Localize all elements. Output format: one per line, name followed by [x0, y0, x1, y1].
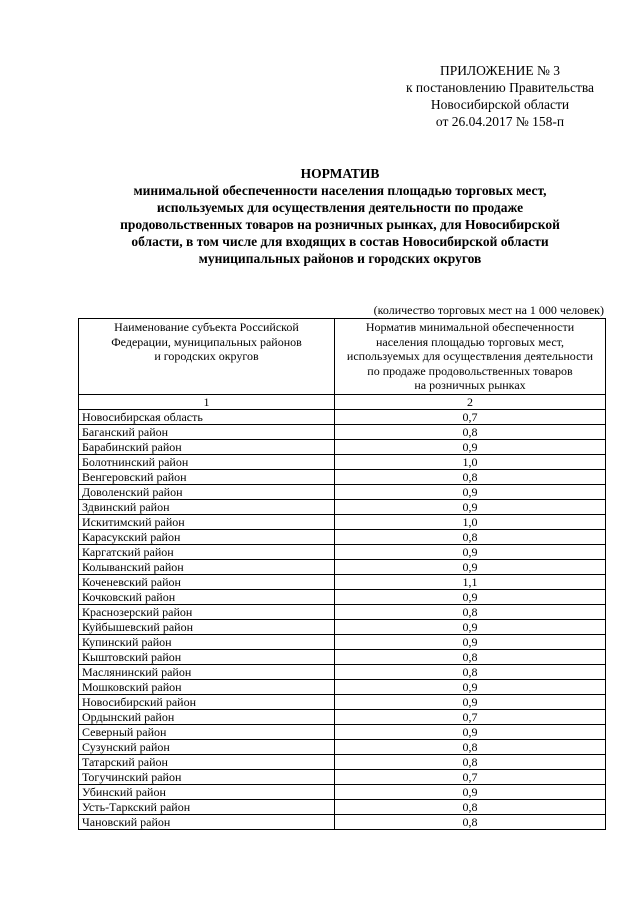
table-row — [79, 574, 606, 589]
district-name: Кыштовский район — [79, 649, 335, 664]
table-row — [79, 679, 606, 694]
district-name: Колыванский район — [79, 559, 335, 574]
norm-value: 0,8 — [335, 649, 606, 664]
district-name: Венгеровский район — [79, 469, 335, 484]
district-name: Искитимский район — [79, 514, 335, 529]
table-row — [79, 484, 606, 499]
table-row — [79, 664, 606, 679]
norm-value: 0,8 — [335, 529, 606, 544]
norm-value: 0,7 — [335, 709, 606, 724]
district-name: Краснозерский район — [79, 604, 335, 619]
district-name: Барабинский район — [79, 439, 335, 454]
column-number-row — [79, 394, 606, 409]
table-row — [79, 409, 606, 424]
district-name: Доволенский район — [79, 484, 335, 499]
district-name: Убинский район — [79, 784, 335, 799]
district-name: Маслянинский район — [79, 664, 335, 679]
table-row — [79, 739, 606, 754]
title-line: минимальной обеспеченности населения площадью торговых мест, — [133, 183, 547, 198]
appendix-header — [380, 62, 620, 130]
district-name: Здвинский район — [79, 499, 335, 514]
table-row — [79, 709, 606, 724]
table-row — [79, 799, 606, 814]
norm-value: 0,9 — [335, 634, 606, 649]
norms-table — [78, 318, 606, 830]
table-row — [79, 754, 606, 769]
district-name: Каргатский район — [79, 544, 335, 559]
norm-value: 1,0 — [335, 454, 606, 469]
district-name: Татарский район — [79, 754, 335, 769]
header-col-norm — [335, 319, 606, 395]
norm-value: 0,9 — [335, 499, 606, 514]
norm-value: 0,9 — [335, 439, 606, 454]
table-row — [79, 769, 606, 784]
district-name: Новосибирская область — [79, 409, 335, 424]
district-name: Купинский район — [79, 634, 335, 649]
header-line: и городских округов — [154, 349, 259, 363]
norm-value: 1,1 — [335, 574, 606, 589]
table-row — [79, 559, 606, 574]
district-name: Карасукский район — [79, 529, 335, 544]
district-name: Северный район — [79, 724, 335, 739]
appendix-title: ПРИЛОЖЕНИЕ № 3 — [439, 63, 561, 78]
norm-value: 0,8 — [335, 739, 606, 754]
table-row — [79, 589, 606, 604]
district-name: Усть-Таркский район — [79, 799, 335, 814]
header-line: Федерации, муниципальных районов — [111, 334, 302, 349]
table-row — [79, 454, 606, 469]
appendix-ref-line: Новосибирской области — [430, 97, 570, 112]
district-name: Болотнинский район — [79, 454, 335, 469]
table-row — [79, 694, 606, 709]
norm-value: 0,8 — [335, 424, 606, 439]
table-row — [79, 784, 606, 799]
district-name: Тогучинский район — [79, 769, 335, 784]
district-name: Новосибирский район — [79, 694, 335, 709]
unit-note: (количество торговых мест на 1 000 человек) — [373, 303, 604, 317]
column-number: 2 — [335, 394, 606, 409]
header-line: населения площадью торговых мест, — [375, 334, 565, 349]
norm-value: 0,9 — [335, 784, 606, 799]
norm-value: 0,9 — [335, 679, 606, 694]
table-row — [79, 814, 606, 829]
norm-value: 0,8 — [335, 754, 606, 769]
norm-value: 0,9 — [335, 724, 606, 739]
table-row — [79, 544, 606, 559]
norm-value: 0,8 — [335, 469, 606, 484]
norm-value: 0,9 — [335, 559, 606, 574]
table-body — [79, 409, 606, 829]
norm-value: 0,9 — [335, 484, 606, 499]
header-line: Норматив минимальной обеспеченности — [365, 320, 575, 334]
table-row — [79, 499, 606, 514]
header-line: Наименование субъекта Российской — [114, 320, 299, 334]
table-row — [79, 619, 606, 634]
title-heading: НОРМАТИВ — [300, 166, 380, 181]
table-row — [79, 604, 606, 619]
header-col-name — [79, 319, 335, 395]
appendix-date-number: от 26.04.2017 № 158-п — [435, 114, 565, 129]
title-line: муниципальных районов и городских округов — [198, 251, 482, 266]
table-row — [79, 649, 606, 664]
table-row — [79, 469, 606, 484]
title-line: области, в том числе для входящих в состав Новосибирской области — [131, 234, 549, 249]
norm-value: 0,8 — [335, 814, 606, 829]
title-line: продовольственных товаров на розничных рынках, для Новосибирской — [120, 217, 560, 232]
header-line: на розничных рынках — [414, 378, 526, 392]
title-line: используемых для осуществления деятельности по продаже — [156, 200, 524, 215]
column-number: 1 — [79, 394, 335, 409]
table-row — [79, 424, 606, 439]
norm-value: 0,9 — [335, 589, 606, 604]
table-row — [79, 514, 606, 529]
table-row — [79, 529, 606, 544]
district-name: Куйбышевский район — [79, 619, 335, 634]
district-name: Сузунский район — [79, 739, 335, 754]
norm-value: 0,8 — [335, 664, 606, 679]
norm-value: 0,9 — [335, 694, 606, 709]
header-line: используемых для осуществления деятельности — [346, 349, 594, 363]
norm-value: 0,7 — [335, 409, 606, 424]
document-title — [70, 165, 610, 267]
table-row — [79, 439, 606, 454]
district-name: Кочковский район — [79, 589, 335, 604]
district-name: Чановский район — [79, 814, 335, 829]
norm-value: 0,8 — [335, 604, 606, 619]
district-name: Ордынский район — [79, 709, 335, 724]
norm-value: 0,7 — [335, 769, 606, 784]
norm-value: 0,9 — [335, 544, 606, 559]
district-name: Мошковский район — [79, 679, 335, 694]
district-name: Баганский район — [79, 424, 335, 439]
table-header-row — [79, 319, 606, 395]
norm-value: 0,9 — [335, 619, 606, 634]
norm-value: 0,8 — [335, 799, 606, 814]
appendix-ref-line: к постановлению Правительства — [405, 80, 595, 95]
table-row — [79, 724, 606, 739]
district-name: Коченевский район — [79, 574, 335, 589]
table-row — [79, 634, 606, 649]
norm-value: 1,0 — [335, 514, 606, 529]
header-line: по продаже продовольственных товаров — [367, 363, 573, 378]
